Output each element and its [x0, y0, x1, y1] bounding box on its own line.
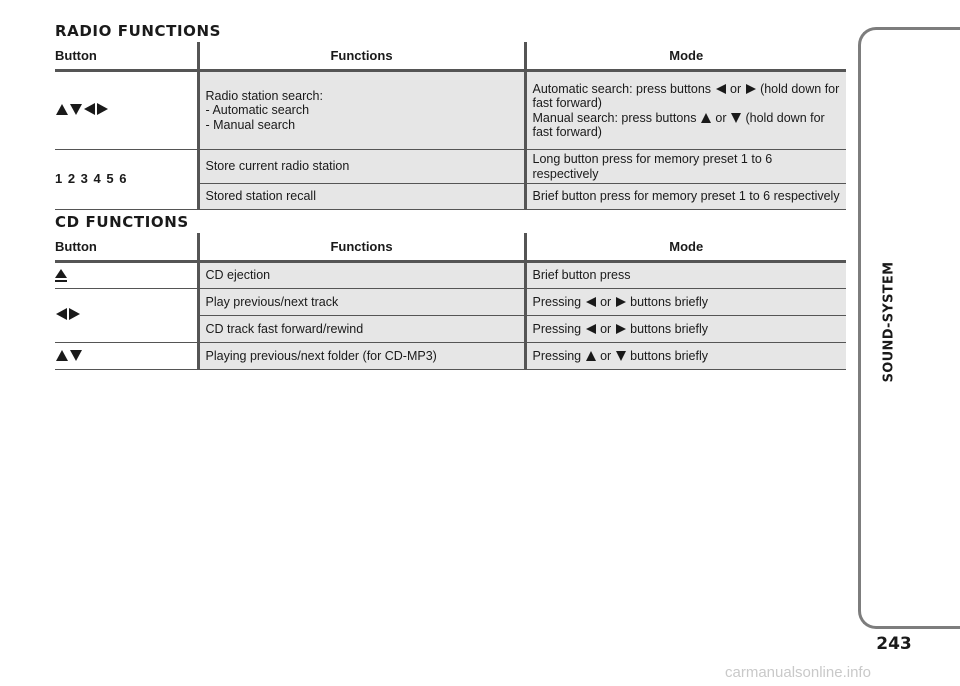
button-cell: [55, 343, 198, 370]
arrow-buttons: [55, 349, 83, 364]
mode-text: or: [596, 321, 615, 336]
function-cell: CD track fast forward/rewind: [198, 316, 525, 343]
mode-text: buttons briefly: [626, 348, 708, 363]
table-row: [55, 289, 846, 316]
mode-text: or: [596, 348, 615, 363]
mode-cell: Long button press for memory preset 1 to 6 respectively: [525, 150, 846, 184]
left-arrow-icon: [716, 84, 726, 94]
radio-functions-title: RADIO FUNCTIONS: [55, 22, 222, 40]
left-arrow-icon: [56, 308, 67, 320]
arrow-buttons: [55, 308, 81, 323]
mode-text: (hold down for fast forward): [532, 110, 825, 139]
cd-functions-title: CD FUNCTIONS: [55, 213, 189, 231]
function-cell: Store current radio station: [198, 150, 525, 184]
up-arrow-icon: [701, 113, 711, 123]
down-arrow-icon: [70, 350, 82, 361]
mode-cell: [525, 71, 846, 150]
down-arrow-icon: [70, 104, 82, 115]
mode-cell: [525, 289, 846, 316]
mode-text: buttons briefly: [626, 321, 708, 336]
mode-text: Manual search: press buttons: [532, 110, 700, 125]
table-row: [55, 71, 846, 150]
mode-text: or: [726, 81, 745, 96]
table-row: [55, 343, 846, 370]
mode-text: buttons briefly: [626, 294, 708, 309]
side-tab-label: SOUND-SYSTEM: [881, 261, 897, 383]
header-button: Button: [55, 42, 198, 71]
left-arrow-icon: [84, 103, 95, 115]
right-arrow-icon: [746, 84, 756, 94]
right-arrow-icon: [616, 324, 626, 334]
mode-text: Automatic search: press buttons: [532, 81, 715, 96]
right-arrow-icon: [69, 308, 80, 320]
radio-functions-table: [55, 42, 846, 210]
right-arrow-icon: [616, 297, 626, 307]
mode-text: or: [711, 110, 731, 125]
preset-buttons: 1 2 3 4 5 6: [55, 150, 198, 210]
mode-text: Pressing: [532, 294, 585, 309]
header-button: Button: [55, 233, 198, 262]
right-arrow-icon: [97, 103, 108, 115]
header-mode: Mode: [525, 42, 846, 71]
arrow-buttons: [55, 103, 109, 118]
up-arrow-icon: [586, 351, 596, 361]
button-cell: [55, 71, 198, 150]
header-functions: Functions: [198, 42, 525, 71]
mode-text: (hold down for fast forward): [532, 81, 840, 110]
function-cell: Playing previous/next folder (for CD-MP3): [198, 343, 525, 370]
function-cell: CD ejection: [198, 262, 525, 289]
page-number: 243: [876, 634, 912, 654]
header-mode: Mode: [525, 233, 846, 262]
function-cell: Radio station search: - Automatic search - Manual search: [198, 71, 525, 150]
down-arrow-icon: [616, 351, 626, 361]
table-row: [55, 262, 846, 289]
mode-cell: Brief button press: [525, 262, 846, 289]
eject-icon: [55, 269, 67, 282]
table-row: [55, 150, 846, 184]
left-arrow-icon: [586, 324, 596, 334]
down-arrow-icon: [731, 113, 741, 123]
function-cell: Stored station recall: [198, 184, 525, 210]
cd-functions-table: [55, 233, 846, 370]
function-cell: Play previous/next track: [198, 289, 525, 316]
up-arrow-icon: [56, 104, 68, 115]
header-functions: Functions: [198, 233, 525, 262]
mode-cell: [525, 316, 846, 343]
mode-text: Pressing: [532, 321, 585, 336]
side-tab: [858, 27, 960, 629]
mode-cell: Brief button press for memory preset 1 to 6 respectively: [525, 184, 846, 210]
left-arrow-icon: [586, 297, 596, 307]
mode-manual-search: [533, 111, 841, 140]
button-cell: [55, 262, 198, 289]
mode-automatic-search: [533, 82, 841, 111]
up-arrow-icon: [56, 350, 68, 361]
table-header-row: [55, 42, 846, 71]
button-cell: [55, 289, 198, 343]
watermark: carmanualsonline.info: [725, 664, 871, 681]
mode-cell: [525, 343, 846, 370]
table-header-row: [55, 233, 846, 262]
mode-text: Pressing: [532, 348, 585, 363]
mode-text: or: [596, 294, 615, 309]
